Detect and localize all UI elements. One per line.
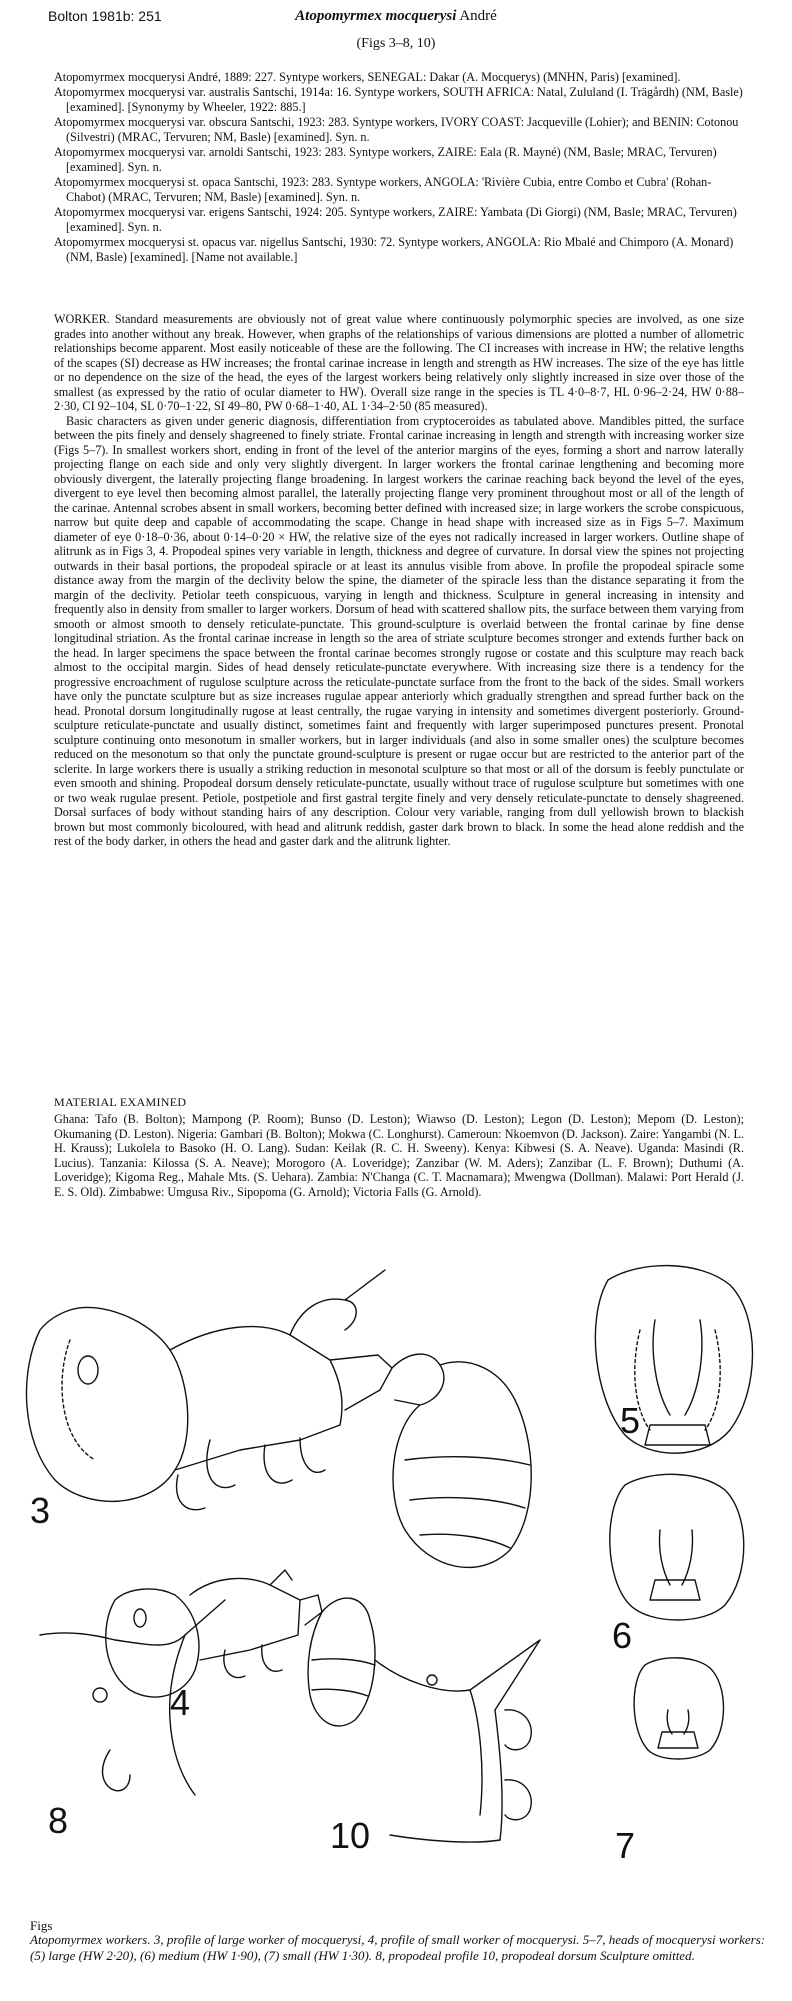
fig-number-3: 3	[30, 1490, 51, 1531]
figure-caption: Atopomyrmex workers. 3, profile of large worker of mocquerysi, 4, profile of small worker of mocquerysi. 5–7, heads of mocquerysi workers: (5) large (HW 2·20), (6) medium (HW 1·90), (7) small (HW 1·30). 8, propodeal profile 10, propodeal dorsum Sculpture omitted.	[30, 1932, 766, 1963]
fig3-profile-large-worker	[26, 1270, 531, 1567]
figures	[0, 1240, 792, 1890]
figure-reference: (Figs 3–8, 10)	[356, 36, 436, 51]
fig-number-8: 8	[48, 1800, 69, 1841]
worker-description	[54, 312, 744, 849]
worker-heading: WORKER.	[54, 312, 110, 326]
fig7-head-small	[634, 1658, 723, 1759]
page-header	[48, 6, 744, 51]
fig-number-5: 5	[620, 1400, 641, 1441]
synonymy-entry: Atopomyrmex mocquerysi var. australis Santschi, 1914a: 16. Syntype workers, SOUTH AFRICA: Natal, Zululand (I. Trägårdh) (NM, Basle) [examined]. [Synonymy by Wheeler, 1922: 885.]	[54, 85, 743, 114]
citation: Bolton 1981b: 251	[48, 8, 162, 24]
species-title	[48, 8, 744, 25]
fig-number-7: 7	[615, 1825, 636, 1866]
material-list: Ghana: Tafo (B. Bolton); Mampong (P. Room); Bunso (D. Leston); Wiawso (D. Leston); Legon (D. Leston); Mepom (D. Leston); Okumaning (D. Leston). Nigeria: Gambari (B. Bolton); Mokwa (C. Longhurst). Cameroun: Nkoemvon (D. Jackson). Zaire: Yangambi (N. L. H. Krauss); Lukolela to Basoko (H. O. Lang). Sudan: Keilak (R. C. H. Sweeny). Kenya: Kibwesi (S. A. Neave). Uganda: Masindi (R. Lucius). Tanzania: Kilossa (S. A. Neave); Morogoro (A. Loveridge); Zanzibar (W. M. Aders); Zanzibar (L. F. Brown); Duthumi (A. Loveridge); Kigoma Reg., Mahale Mts. (S. Uehara). Zambia: N'Changa (C. T. Macnamara); Mwengwa (Dollman). Malawi: Port Herald (J. E. S. Old). Zimbabwe: Umgusa Riv., Sipopoma (G. Arnold); Victoria Falls (G. Arnold).	[54, 1112, 744, 1199]
fig-number-10: 10	[330, 1815, 371, 1856]
synonymy-entry: Atopomyrmex mocquerysi André, 1889: 227. Syntype workers, SENEGAL: Dakar (A. Mocquerys) (MNHN, Paris) [examined].	[54, 70, 681, 84]
worker-paragraph-2: Basic characters as given under generic diagnosis, differentiation from cryptoceroides as tabulated above. Mandibles pitted, the surface between the pits finely and densely shagreened to finely striate. Frontal carinae increasing in length and strength with increasing worker size (Figs 5–7). In smallest workers short, ending in front of the level of the anterior margins of the eyes, forming a short and narrow laterally projecting flange on each side and only very slightly divergent. In larger workers the frontal carinae lengthening and becoming more obviously divergent, the laterally projecting flange broadening. In largest workers the carinae reaching back beyond the level of the eyes, divergent to eye level then becoming almost parallel, the laterally projecting flange very prominent throughout most or all of the length of the carinae. Antennal scrobes absent in small workers, becoming better defined with increased size; in large workers the scrobe conspicuous, narrow but quite deep and capable of accommodating the scape. Change in head shape with increased size as in Figs 5–7. Maximum diameter of eye 0·18–0·36, about 0·14–0·20 × HW, the relative size of the eyes not radically increased in larger workers. Outline shape of alitrunk as in Figs 3, 4. Propodeal spines very variable in length, thickness and degree of curvature. In dorsal view the spines not projecting outwards in their basal portions, the propodeal spiracle or at least its annulus visible from above. In profile the propodeal spiracle some distance away from the margin of the declivity below the spine, the diameter of the spiracle less than the distance separating it from the margin of the declivity. Petiolar teeth conspicuous, varying in length and thickness. Sculpture in general increasing in intensity and frequently also in density from smaller to larger workers. Dorsum of head with scattered shallow pits, the surface between them varying from smooth or almost smooth to densely reticulate-punctate. This ground-sculpture is overlaid between the frontal carinae by fine dense longitudinal striation. As the frontal carinae increase in length so the area of striate sculpture becomes stronger and extends further back on the head. In larger specimens the space between the frontal carinae becomes strongly rugose or costate and this sculpture may reach back almost to the occipital margin. Sides of head densely reticulate-punctate everywhere. With increasing size there is a tendency for the progressive encroachment of rugulose sculpture across the reticulate-punctate surface from the front to the back of the sides. Small workers have only the punctate sculpture but as size increases rugulae appear anteriorly which gradually strengthen and spread further back on the head. Pronotal dorsum longitudinally rugose at least centrally, the rugae varying in intensity and sometimes divergent posteriorly. Ground-sculpture reticulate-punctate and usually distinct, sometimes faint and frequently with larger superimposed punctures present. Pronotal sculpture continuing onto mesonotum in smaller workers, but in larger individuals (and also in some smaller ones) the sculpture becomes reduced on the mesonotum so that only the punctate ground-sculpture is present or rugae occur but are restricted to the anterior part of the sclerite. In large workers there is usually a striking reduction in mesonotal sculpture so that most or all of the dorsum is feebly punctulate or even smooth and shining. Propodeal dorsum densely reticulate-punctate, usually without trace of rugulose sculpture but sometimes with one or two weak rugulae present. Petiole, postpetiole and first gastral tergite finely and very densely reticulate-punctate to densely shagreened. Dorsal surfaces of body without standing hairs of any description. Colour very variable, ranging from dull yellowish brown to blackish brown but most commonly bicoloured, with head and alitrunk reddish, gaster dark brown to black. In some the head alone reddish and the rest of the body darker, in others the head and gaster dark and the alitrunk lighter.	[54, 413, 744, 848]
fig6-head-medium	[610, 1474, 744, 1620]
material-heading: MATERIAL EXAMINED	[54, 1095, 187, 1109]
species-name: Atopomyrmex mocquerysi	[295, 8, 457, 24]
synonymy-entry: Atopomyrmex mocquerysi st. opacus var. nigellus Santschi, 1930: 72. Syntype workers, ANGOLA: Rio Mbalé and Chimporo (A. Monard) (NM, Basle) [examined]. [Name not available.]	[54, 235, 734, 264]
synonymy-entry: Atopomyrmex mocquerysi var. arnoldi Santschi, 1923: 283. Syntype workers, ZAIRE: Eala (R. Mayné) (NM, Basle; MRAC, Tervuren) [examined]. Syn. n.	[54, 145, 717, 174]
figure-drawings	[0, 1240, 792, 1890]
synonymy-entry: Atopomyrmex mocquerysi var. erigens Santschi, 1924: 205. Syntype workers, ZAIRE: Yambata (Di Giorgi) (NM, Basle; MRAC, Tervuren) [examined]. Syn. n.	[54, 205, 737, 234]
synonymy-entry: Atopomyrmex mocquerysi st. opaca Santschi, 1923: 283. Syntype workers, ANGOLA: 'Rivière Cubia, entre Combo et Cubra' (Rohan-Chabot) (MRAC, Tervuren; NM, Basle) [examined]. Syn. n.	[54, 175, 712, 204]
fig5-head-large	[595, 1266, 752, 1454]
caption-heading: Figs	[30, 1918, 53, 1933]
species-author: André	[456, 8, 497, 24]
synonymy-entry: Atopomyrmex mocquerysi var. obscura Santschi, 1923: 283. Syntype workers, IVORY COAST: Jacqueville (Lohier); and BENIN: Cotonou (Silvestri) (MRAC, Tervuren; NM, Basle) [examined]. Syn. n.	[54, 115, 739, 144]
fig-number-6: 6	[612, 1615, 633, 1656]
fig4-profile-small-worker	[106, 1570, 375, 1726]
fig-number-4: 4	[170, 1682, 191, 1723]
worker-text-1: Standard measurements are obviously not of great value where continuously polymorphic species are involved, as one size grades into another without any break. However, when graphs of the relationships of various dimensions are plotted a number of allometric relationships become apparent. Most easily noticeable of these are the following. The CI increases with increase in HW; the relative lengths of the scapes (SI) decrease as HW increases; the frontal carinae increase in length and strength as HW increases. The size of the eye has little or no dependence on the size of the head, the eyes of the largest workers being relatively only slightly increased in size over those of the smallest (as expressed by the ratio of ocular diameter to HW). Overall size range in the species is TL 4·0–8·7, HL 0·96–2·24, HW 0·88–2·30, CI 92–104, SL 0·70–1·22, SI 49–80, PW 0·68–1·40, AL 1·34–2·50 (85 measured).	[54, 312, 744, 413]
fig10-propodeal-dorsum	[375, 1640, 540, 1842]
synonymy-list	[54, 70, 744, 265]
worker-paragraph-1	[54, 312, 744, 414]
